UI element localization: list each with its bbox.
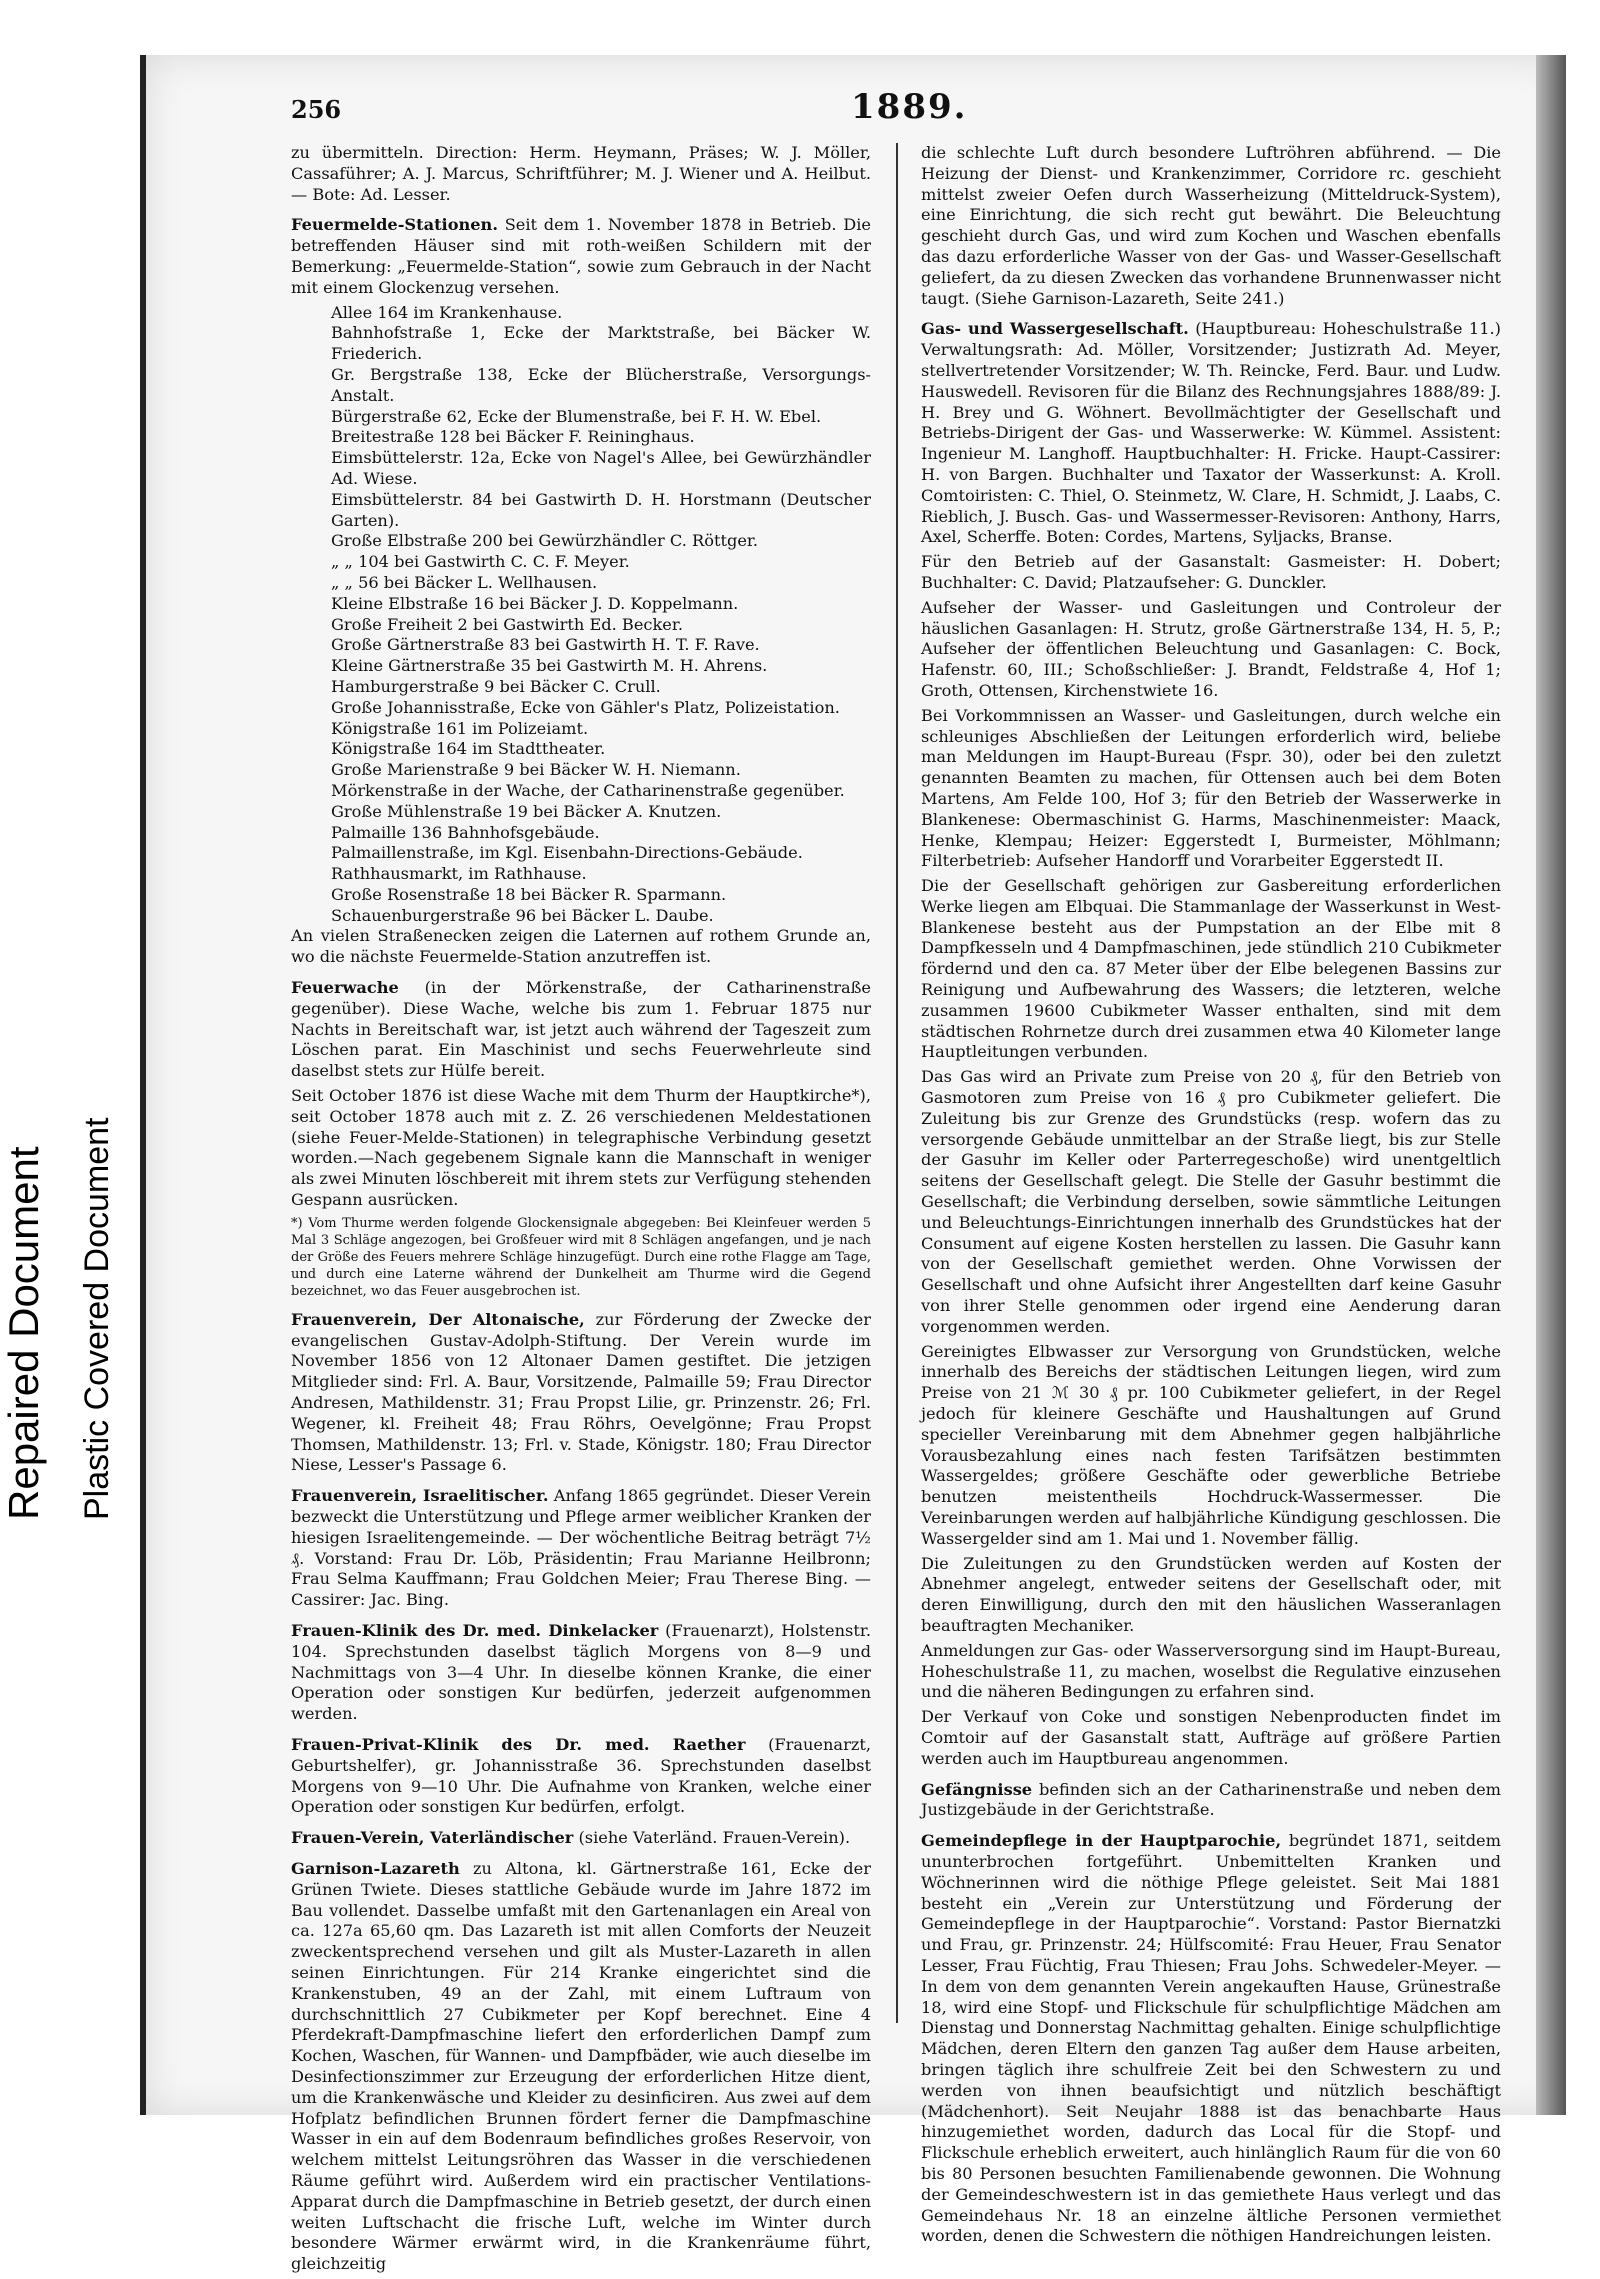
text-gas-p3: Aufseher der Wasser- und Gasleitungen und Controleur der häuslichen Gasanlagen: H. Strutz, große Gärtnerstraße 134, H. 5, P.; Aufseher der öffentlichen Beleuchtung und Gasanlagen: C. Bock, Hafenstr. 60, III.; Schoßschließer: J. Brandt, Feldstraße 4, Hof 1; Groth, Ottensen, Kirchenstwiete 16. — [921, 597, 1501, 700]
station-item: Schauenburgerstraße 96 bei Bäcker L. Daube. — [331, 905, 714, 925]
entry-gas-wasser — [921, 319, 1501, 548]
heading-feuerwache: Feuerwache — [291, 978, 399, 998]
repaired-document-label: Repaired Document — [0, 1146, 47, 1520]
text-frauenverein-vaterlaendischer: (siehe Vaterländ. Frauen-Verein). — [578, 1828, 851, 1848]
text-frauenprivatklinik-raether: (Frauenarzt, Geburtshelfer), gr. Johannisstraße 36. Sprechstunden daselbst Morgens von 9—10 Uhr. Die Aufnahme von Kranken, welche einer Operation oder sonstigen Kur bedürfen, erfolgt. — [291, 1734, 871, 1817]
entry-frauenprivatklinik-raether — [291, 1735, 871, 1818]
station-item: Eimsbüttelerstr. 12a, Ecke von Nagel's Allee, bei Gewürzhändler Ad. Wiese. — [331, 448, 871, 488]
text-gas-p9: Anmeldungen zur Gas- oder Wasserversorgung sind im Haupt-Bureau, Hoheschulstraße 11, zu machen, woselbst die Regulative einzusehen und die näheren Bedingungen zu erfahren sind. — [921, 1640, 1501, 1702]
station-list — [331, 303, 871, 927]
text-gas-p6: Das Gas wird an Private zum Preise von 20 ₰, für den Betrieb von Gasmotoren zum Preise von 16 ₰ pro Cubikmeter geliefert. Die Zuleitung bis zur Grenze des Grundstücks (resp. wofern das zu versorgende Gebäude unmittelbar an der Straße liegt, bis zur Stelle der Gasuhr im Keller oder Parterregeschoße) wird unentgeltlich seitens der Gesellschaft gelegt. Die Stelle der Gasuhr bestimmt die Gesellschaft; die Verbindung derselben, sowie sämmtliche Leitungen und Beleuchtungs-Einrichtungen innerhalb des Grundstückes hat der Consument auf eigene Kosten herstellen zu lassen. Die Gasuhr kann von der Gesellschaft gemiethet werden. Ohne Vorwissen der Gesellschaft und ohne Aufsicht ihrer Angestellten darf keine Gasuhr von ihrer Stelle genommen oder irgend eine Aenderung daran vorgenommen werden. — [921, 1067, 1501, 1336]
station-item: Allee 164 im Krankenhause. — [331, 302, 563, 322]
side-panel — [0, 0, 125, 2177]
heading-gefaengnisse: Gefängnisse — [921, 1779, 1033, 1799]
text-gefaengnisse: befinden sich an der Catharinenstraße und neben dem Justizgebäude in der Gerichtstraße. — [921, 1779, 1501, 1820]
left-column — [291, 143, 871, 2279]
station-item: Königstraße 161 im Polizeiamt. — [331, 718, 589, 738]
station-item: Bürgerstraße 62, Ecke der Blumenstraße, bei F. H. W. Ebel. — [331, 406, 822, 426]
entry-gemeindepflege — [921, 1831, 1501, 2247]
text-feuermelde: Seit dem 1. November 1878 in Betrieb. Die betreffenden Häuser sind mit roth-weißen Schildern mit der Bemerkung: „Feuermelde-Station“, sowie zum Gebrauch in der Nacht mit einem Glockenzug versehen. — [291, 215, 871, 297]
entry-gefaengnisse — [921, 1780, 1501, 1822]
station-item: Kleine Gärtnerstraße 35 bei Gastwirth M. H. Ahrens. — [331, 656, 768, 676]
station-item: Eimsbüttelerstr. 84 bei Gastwirth D. H. Horstmann (Deutscher Garten). — [331, 489, 871, 530]
text-gemeindepflege: begründet 1871, seitdem ununterbrochen fortgeführt. Unbemittelten Kranken und Wöchnerinnen wird die nöthige Pflege geleistet. Seit Mai 1881 besteht ein „Verein zur Unterstützung und Förderung der Gemeindepflege in der Hauptparochie“. Vorstand: Pastor Biernatzki und Frau, gr. Prinzenstr. 24; Hülfscomité: Frau Heuer, Frau Senator Lesser, Frau Füchtig, Frau Thiesen; Frau Johs. Schwedeler-Meyer. — In dem von dem genannten Verein angekauften Hause, Grünestraße 18, wird eine Stopf- und Flickschule für schulpflichtige Mädchen am Dienstag und Donnerstag Nachmittag gehalten. Einige schulpflichtige Mädchen, deren Eltern den ganzen Tag außer dem Hause arbeiten, bringen täglich ihre schulfreie Zeit bei den Schwestern zu und werden von ihnen beaufsichtigt und nützlich beschäftigt (Mädchenhort). Seit Neujahr 1888 ist das benachbarte Haus hinzugemiethet worden, dadurch das Local für die Stopf- und Flickschule erheblich erweitert, auch hinlänglich Raum für die von 60 bis 80 Personen besuchten Familienabende gewonnen. Die Wohnung der Gemeindeschwestern ist in das gemiethete Haus verlegt und das Gemeindehaus Nr. 18 an einzelne ältliche Personen vermiethet worden, denen die Schwestern die nöthigen Handreichungen leisten. — [921, 1831, 1501, 2246]
text-garnison-lazareth: zu Altona, kl. Gärtnerstraße 161, Ecke der Grünen Twiete. Dieses stattliche Gebäude wurde im Jahre 1872 im Bau vollendet. Dasselbe umfaßt mit den Gartenanlagen ein Areal von ca. 127a 65,60 qm. Das Lazareth ist mit allen Comforts der Neuzeit zweckentsprechend versehen und gilt als Muster-Lazareth in allen seinen Einrichtungen. Für 214 Kranke eingerichtet sind die Krankenstuben, 49 an der Zahl, mit einem Luftraum von durchschnittlich 27 Cubikmeter per Kopf berechnet. Eine 4 Pferdekraft-Dampfmaschine liefert den erforderlichen Dampf zum Kochen, Waschen, für Wannen- und Dampfbäder, wie auch dieselbe im Desinfectionszimmer zur Erzeugung der erforderlichen Hitze dient, um die Krankenwäsche und Kleider zu desinficiren. Aus zwei auf dem Hofplatz befindlichen Brunnen fördert ferner die Dampfmaschine Wasser in ein auf dem Bodenraum befindliches großes Reservoir, von welchem mittelst Leitungsröhren das Wasser in die verschiedenen Räume geführt wird. Außerdem wird ein practischer Ventilations-Apparat durch die Dampfmaschine in Betrieb gesetzt, der durch einen weiten Luftschacht die frische Luft, welche im Winter durch besondere Wärmer erwärmt wird, in die Krankenräume führt, gleichzeitig — [291, 1858, 871, 2274]
heading-frauenverein-altonaische: Frauenverein, Der Altonaische, — [291, 1309, 585, 1329]
heading-frauenklinik-dinkelacker: Frauen-Klinik des Dr. med. Dinkelacker — [291, 1621, 659, 1640]
stations-note: An vielen Straßenecken zeigen die Laternen auf rothem Grunde an, wo die nächste Feuermelde-Station anzutreffen ist. — [291, 926, 871, 967]
station-item: Große Elbstraße 200 bei Gewürzhändler C. Röttger. — [331, 531, 759, 551]
text-frauenverein-altonaische: zur Förderung der Zwecke der evangelischen Gustav-Adolph-Stiftung. Der Verein wurde im November 1856 von 12 Altonaer Damen gestiftet. Die jetzigen Mitglieder sind: Frl. A. Baur, Vorsitzende, Palmaille 59; Frau Director Andresen, Mathildenstr. 31; Frau Propst Lilie, gr. Prinzenstr. 26; Frl. Wegener, kl. Freiheit 48; Frau Röhrs, Oevelgönne; Frau Propst Thomsen, Mathildenstr. 13; Frl. v. Stade, Königstr. 180; Frau Director Niese, Lesser's Passage 6. — [291, 1309, 871, 1475]
text-feuerwache-2: Seit October 1876 ist diese Wache mit dem Thurm der Hauptkirche*), seit October 1878 auch mit z. Z. 26 verschiedenen Meldestationen (siehe Feuer-Melde-Stationen) in telegraphische Verbindung gesetzt worden.—Nach gegebenem Signale kann die Mannschaft in weniger als zwei Minuten löschbereit mit ihrem stets zur Verfügung stehenden Gespann ausrücken. — [291, 1086, 871, 1210]
right-column — [921, 143, 1501, 2251]
station-item: Kleine Elbstraße 16 bei Bäcker J. D. Koppelmann. — [331, 593, 739, 613]
station-item: Große Marienstraße 9 bei Bäcker W. H. Niemann. — [331, 760, 741, 780]
text-frauenklinik-dinkelacker: (Frauenarzt), Holstenstr. 104. Sprechstunden daselbst täglich Morgens von 8—9 und Nachmittags von 3—4 Uhr. In dieselbe können Kranke, die einer Operation oder sonstigen Kur bedürfen, jederzeit aufgenommen werden. — [291, 1621, 871, 1724]
heading-frauenverein-israelitischer: Frauenverein, Israelitischer. — [291, 1486, 549, 1506]
heading-gas-wasser: Gas- und Wassergesellschaft. — [921, 319, 1189, 339]
station-item: Große Mühlenstraße 19 bei Bäcker A. Knutzen. — [331, 801, 722, 821]
text-gas-p2: Für den Betrieb auf der Gasanstalt: Gasmeister: H. Dobert; Buchhalter: C. David; Platzaufseher: G. Dunckler. — [921, 552, 1501, 592]
station-item: Mörkenstraße in der Wache, der Catharinenstraße gegenüber. — [331, 780, 845, 800]
heading-frauenprivatklinik-raether: Frauen-Privat-Klinik des Dr. med. Raether — [291, 1734, 746, 1754]
station-item: Breitestraße 128 bei Bäcker F. Reininghaus. — [331, 427, 695, 447]
text-gas-p7: Gereinigtes Elbwasser zur Versorgung von Grundstücken, welche innerhalb des Bereichs der städtischen Leitungen liegen, wird zum Preise von 21 ℳ 30 ₰ pr. 100 Cubikmeter geliefert, in der Regel jedoch für kleinere Geschäfte und Haushaltungen auf Grund specieller Vereinbarung mit dem Abnehmer gegen halbjährliche Vorausbezahlung eines nach festen Tarifsätzen bestimmten Wassergeldes; größere Geschäfte oder gewerbliche Betriebe benutzen meistentheils Hochdruck-Wassermesser. Die Vereinbarungen werden auf halbjährliche Kündigung geschlossen. Die Wassergelder sind am 1. Mai und 1. November fällig. — [921, 1341, 1501, 1548]
text-feuerwache: (in der Mörkenstraße, der Catharinenstraße gegenüber). Diese Wache, welche bis zum 1. Februar 1875 nur Nachts in Bereitschaft war, ist jetzt auch während der Tageszeit zum Löschen parat. Ein Maschinist und sechs Feuerwehrleute sind daselbst stets zur Hülfe bereit. — [291, 978, 872, 1081]
heading-garnison-lazareth: Garnison-Lazareth — [291, 1858, 460, 1878]
station-item: „ „ 56 bei Bäcker L. Wellhausen. — [331, 572, 598, 592]
text-gas-p4: Bei Vorkommnissen an Wasser- und Gasleitungen, durch welche ein schleuniges Abschließen der Leitungen erforderlich wird, beliebe man Meldungen im Haupt-Bureau (Fspr. 30), oder bei den zuletzt genannten Beamten zu machen, für Ottensen auch bei dem Boten Martens, Am Felde 100, Hof 3; für den Betrieb der Wasserwerke in Blankenese: Obermaschinist G. Harms, Maschinenmeister: Maack, Henke, Klempau; Heizer: Eggerstedt I, Burmeister, Möhlmann; Filterbetrieb: Aufseher Handorff und Vorarbeiter Eggerstedt II. — [921, 705, 1501, 871]
heading-frauenverein-vaterlaendischer: Frauen-Verein, Vaterländischer — [291, 1828, 574, 1848]
entry-frauenklinik-dinkelacker — [291, 1621, 871, 1725]
entry-feuerwache — [291, 978, 871, 1082]
page-edge-shadow — [1536, 55, 1566, 2115]
station-item: „ „ 104 bei Gastwirth C. C. F. Meyer. — [331, 552, 630, 572]
text-gas-p8: Die Zuleitungen zu den Grundstücken werden auf Kosten der Abnehmer angelegt, entweder seitens der Gesellschaft oder, mit deren Einwilligung, durch den mit den häuslichen Wasseranlagen beauftragten Mechaniker. — [921, 1553, 1501, 1635]
entry-frauenverein-vaterlaendischer — [291, 1828, 871, 1849]
scanned-page — [140, 55, 1566, 2274]
station-item: Königstraße 164 im Stadttheater. — [331, 739, 606, 759]
station-item: Große Freiheit 2 bei Gastwirth Ed. Becker. — [331, 614, 683, 634]
text-gas-p5: Die der Gesellschaft gehörigen zur Gasbereitung erforderlichen Werke liegen am Elbquai. Die Stammanlage der Wasserkunst in West-Blankenese besteht aus der Pumpstation an der Elbe mit 8 Dampfkesseln und 4 Dampfmaschinen, jede stündlich 210 Cubikmeter fördernd und den ca. 87 Meter über der Elbe belegenen Bassins zur Reinigung und Aufbewahrung des Wassers; die letzteren, welche zusammen 19600 Cubikmeter Wasser enthalten, sind mit dem städtischen Rohrnetze durch drei zusammen etwa 40 Kilometer lange Hauptleitungen verbunden. — [921, 876, 1501, 1062]
text-gas-p10: Der Verkauf von Coke und sonstigen Nebenproducten findet im Comtoir auf der Gasanstalt statt, Aufträge auf größere Partien werden auch im Hauptbureau angenommen. — [921, 1707, 1501, 1768]
station-item: Gr. Bergstraße 138, Ecke der Blücherstraße, Versorgungs-Anstalt. — [331, 364, 871, 405]
intro-text: zu übermitteln. Direction: Herm. Heymann, Präses; W. J. Möller, Cassaführer; A. J. Marcus, Schriftführer; M. J. Wiener und A. Heilbut. — Bote: Ad. Lesser. — [291, 143, 871, 204]
page-header — [291, 87, 1521, 135]
entry-frauenverein-altonaische — [291, 1310, 871, 1476]
station-item: Palmaillenstraße, im Kgl. Eisenbahn-Directions-Gebäude. — [331, 843, 803, 863]
heading-feuermelde: Feuermelde-Stationen. — [291, 215, 498, 235]
entry-feuermelde — [291, 215, 871, 298]
text-frauenverein-israelitischer: Anfang 1865 gegründet. Dieser Verein bezweckt die Unterstützung und Pflege armer weiblicher Kranken der hiesigen Israelitengemeinde. — Der wöchentliche Beitrag beträgt 7½ ₰. Vorstand: Frau Dr. Löb, Präsidentin; Frau Marianne Heilbronn; Frau Selma Kauffmann; Frau Goldchen Meier; Frau Therese Bing. — Cassirer: Jac. Bing. — [291, 1486, 871, 1610]
station-item: Große Rosenstraße 18 bei Bäcker R. Sparmann. — [331, 884, 727, 904]
text-continuation: die schlechte Luft durch besondere Luftröhren abführend. — Die Heizung der Dienst- und Krankenzimmer, Corridore rc. geschieht mittelst zweier Oefen durch Wasserheizung (Mitteldruck-System), eine Einrichtung, die sich recht gut bewährt. Die Beleuchtung geschieht durch Gas, und wird zum Kochen und Waschen ebenfalls das dazu erforderliche Wasser von der Gas- und Wasser-Gesellschaft geliefert, da zu diesen Zwecken das vorhandene Brunnenwasser nicht taugt. (Siehe Garnison-Lazareth, Seite 241.) — [921, 143, 1501, 308]
station-item: Hamburgerstraße 9 bei Bäcker C. Crull. — [331, 676, 661, 696]
column-divider — [896, 143, 898, 2023]
station-item: Bahnhofstraße 1, Ecke der Marktstraße, bei Bäcker W. Friederich. — [331, 323, 871, 364]
page-number: 256 — [291, 95, 342, 124]
page-year: 1889. — [851, 87, 968, 127]
station-item: Große Gärtnerstraße 83 bei Gastwirth H. T. F. Rave. — [331, 635, 760, 655]
station-item: Palmaille 136 Bahnhofsgebäude. — [331, 822, 600, 842]
entry-garnison-lazareth — [291, 1859, 871, 2275]
station-item: Rathhausmarkt, im Rathhause. — [331, 864, 587, 884]
page-content — [291, 55, 1521, 2274]
entry-frauenverein-israelitischer — [291, 1486, 871, 1611]
heading-gemeindepflege: Gemeindepflege in der Hauptparochie, — [921, 1831, 1282, 1851]
plastic-covered-label: Plastic Covered Document — [78, 1117, 116, 1520]
station-item: Große Johannisstraße, Ecke von Gähler's Platz, Polizeistation. — [331, 697, 840, 717]
footnote: *) Vom Thurme werden folgende Glockensignale abgegeben: Bei Kleinfeuer werden 5 Mal 3 Schläge angezogen, bei Großfeuer wird mit 8 Schlägen angefangen, und je nach der Größe des Feuers mehrere Schläge hinzugefügt. Durch eine rothe Flagge am Tage, und durch eine Laterne während der Dunkelheit am Thurme wird die Gegend bezeichnet, wo das Feuer ausgebrochen ist. — [291, 1215, 871, 1299]
text-gas-wasser: (Hauptbureau: Hoheschulstraße 11.) Verwaltungsrath: Ad. Möller, Vorsitzender; Justizrath Ad. Meyer, stellvertretender Vorsitzender; W. Th. Reincke, Ferd. Baur. und Ludw. Hauswedell. Revisoren für die Bilanz des Rechnungsjahres 1888/89: J. H. Brey und G. Wöhnert. Bevollmächtigter der Gesellschaft und Betriebs-Dirigent der Gas- und Wasserwerke: W. Kümmel. Assistent: Ingenieur M. Langhoff. Hauptbuchhalter: H. Fricke. Haupt-Cassirer: H. von Bargen. Buchhalter und Taxator der Wasserkunst: A. Kroll. Comtoiristen: C. Thiel, O. Steinmetz, W. Clare, H. Schmidt, J. Laabs, C. Rieblich, J. Busch. Gas- und Wassermesser-Revisoren: Anthony, Harrs, Axel, Scherffe. Boten: Cordes, Martens, Syljacks, Branse. — [921, 319, 1501, 547]
